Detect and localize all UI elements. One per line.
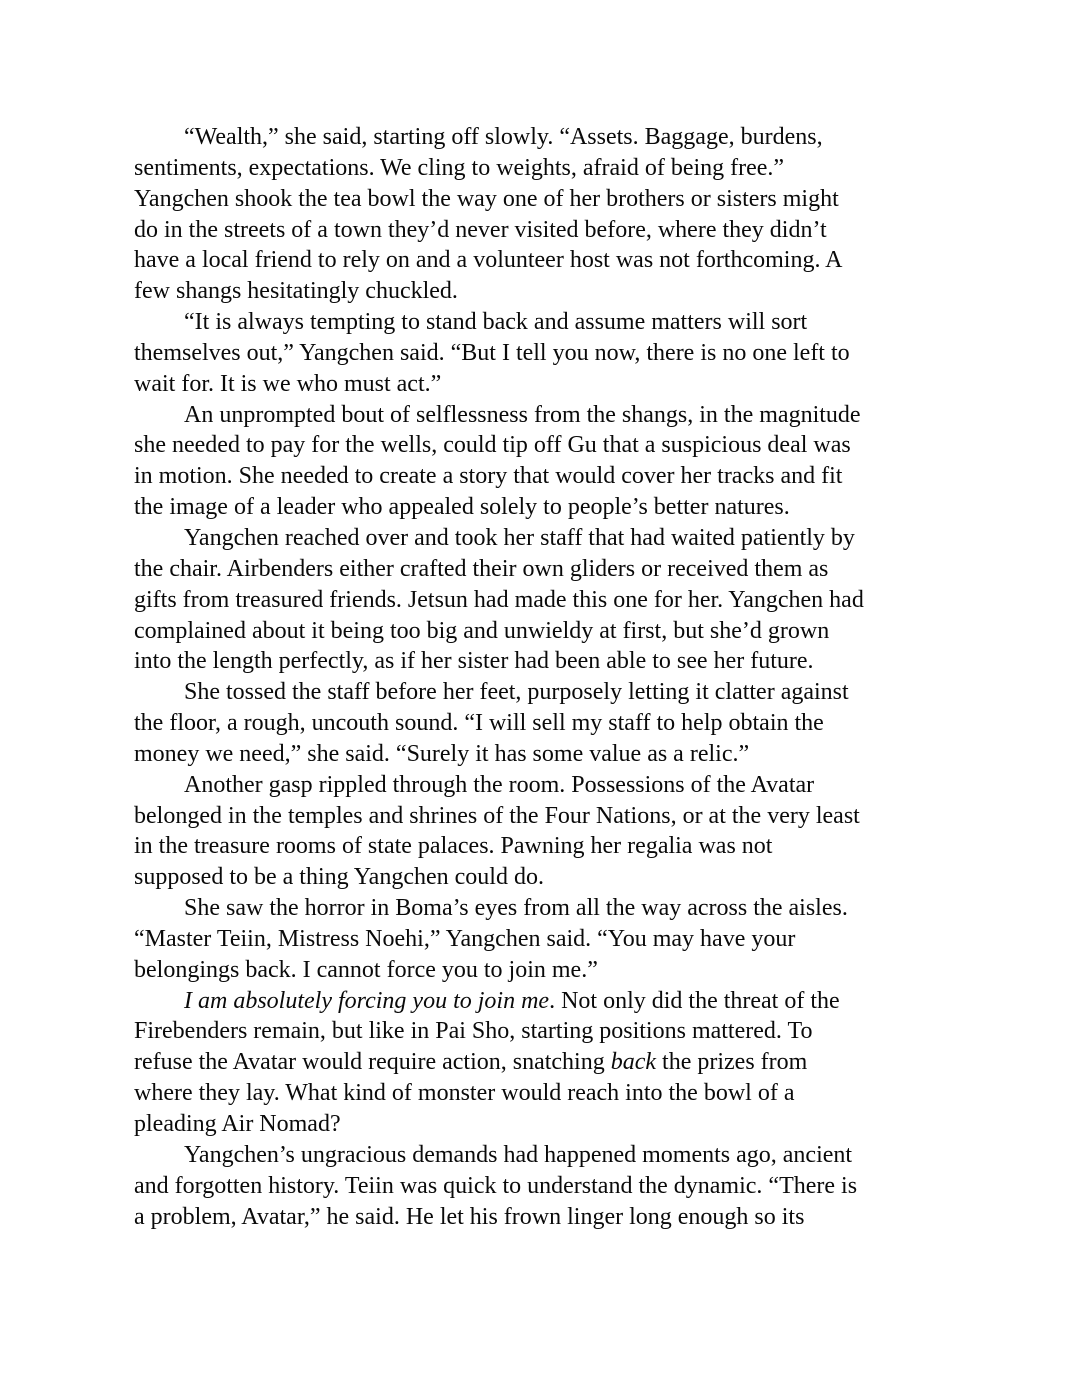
text-line: Yangchen reached over and took her staff that had waited patiently by <box>184 524 855 551</box>
paragraph <box>134 307 946 400</box>
text-line: into the length perfectly, as if her sister had been able to see her future. <box>134 648 814 675</box>
text-line: complained about it being too big and unwieldy at first, but she’d grown <box>134 617 830 644</box>
paragraph <box>134 400 946 523</box>
text-line: “It is always tempting to stand back and assume matters will sort <box>184 309 808 336</box>
text-line: wait for. It is we who must act.” <box>134 370 442 397</box>
text-line: sentiments, expectations. We cling to weights, afraid of being free.” <box>134 154 785 181</box>
paragraph <box>134 523 946 677</box>
paragraph <box>134 770 946 893</box>
paragraph <box>134 677 946 770</box>
text-line: Another gasp rippled through the room. Possessions of the Avatar <box>184 771 815 798</box>
text-line: “Wealth,” she said, starting off slowly. “Assets. Baggage, burdens, <box>184 124 823 150</box>
text-line: pleading Air Nomad? <box>134 1111 341 1137</box>
text-line: Yangchen’s ungracious demands had happened moments ago, ancient <box>184 1141 853 1168</box>
text-line: “Master Teiin, Mistress Noehi,” Yangchen said. “You may have your <box>134 925 796 952</box>
text-line: money we need,” she said. “Surely it has some value as a relic.” <box>134 740 750 767</box>
paragraph <box>134 122 946 307</box>
text-line: An unprompted bout of selflessness from the shangs, in the magnitude <box>184 401 861 428</box>
text-line: supposed to be a thing Yangchen could do. <box>134 864 544 891</box>
text-line: the image of a leader who appealed solely to people’s better natures. <box>134 494 790 521</box>
text-line: in motion. She needed to create a story that would cover her tracks and fit <box>134 463 843 490</box>
text-line: Firebenders remain, but like in Pai Sho, starting positions mattered. To <box>134 1018 813 1045</box>
text-line: where they lay. What kind of monster would reach into the bowl of a <box>134 1080 795 1107</box>
paragraph <box>134 1140 946 1233</box>
text-line: a problem, Avatar,” he said. He let his frown linger long enough so its <box>134 1203 805 1230</box>
text-line: and forgotten history. Teiin was quick to understand the dynamic. “There is <box>134 1172 858 1199</box>
text-line: themselves out,” Yangchen said. “But I tell you now, there is no one left to <box>134 339 850 366</box>
text-line: She tossed the staff before her feet, purposely letting it clatter against <box>184 679 849 706</box>
text-line: have a local friend to rely on and a volunteer host was not forthcoming. A <box>134 247 843 274</box>
page-text <box>134 122 946 1232</box>
text-line: she needed to pay for the wells, could tip off Gu that a suspicious deal was <box>134 432 851 459</box>
text-line: refuse the Avatar would require action, snatching back the prizes from <box>134 1049 808 1076</box>
text-line: in the treasure rooms of state palaces. Pawning her regalia was not <box>134 833 773 860</box>
text-line: She saw the horror in Boma’s eyes from all the way across the aisles. <box>184 895 848 922</box>
text-line: the chair. Airbenders either crafted their own gliders or received them as <box>134 555 829 582</box>
text-line: few shangs hesitatingly chuckled. <box>134 278 458 305</box>
text-line: I am absolutely forcing you to join me. Not only did the threat of the <box>184 987 840 1014</box>
text-line: belonged in the temples and shrines of the Four Nations, or at the very least <box>134 802 860 829</box>
paragraph <box>134 893 946 986</box>
text-line: belongings back. I cannot force you to join me.” <box>134 956 598 983</box>
text-line: do in the streets of a town they’d never visited before, where they didn’t <box>134 216 827 243</box>
text-line: the floor, a rough, uncouth sound. “I will sell my staff to help obtain the <box>134 710 824 737</box>
text-line: Yangchen shook the tea bowl the way one of her brothers or sisters might <box>134 185 839 212</box>
text-line: gifts from treasured friends. Jetsun had made this one for her. Yangchen had <box>134 586 864 613</box>
paragraph <box>134 986 946 1140</box>
